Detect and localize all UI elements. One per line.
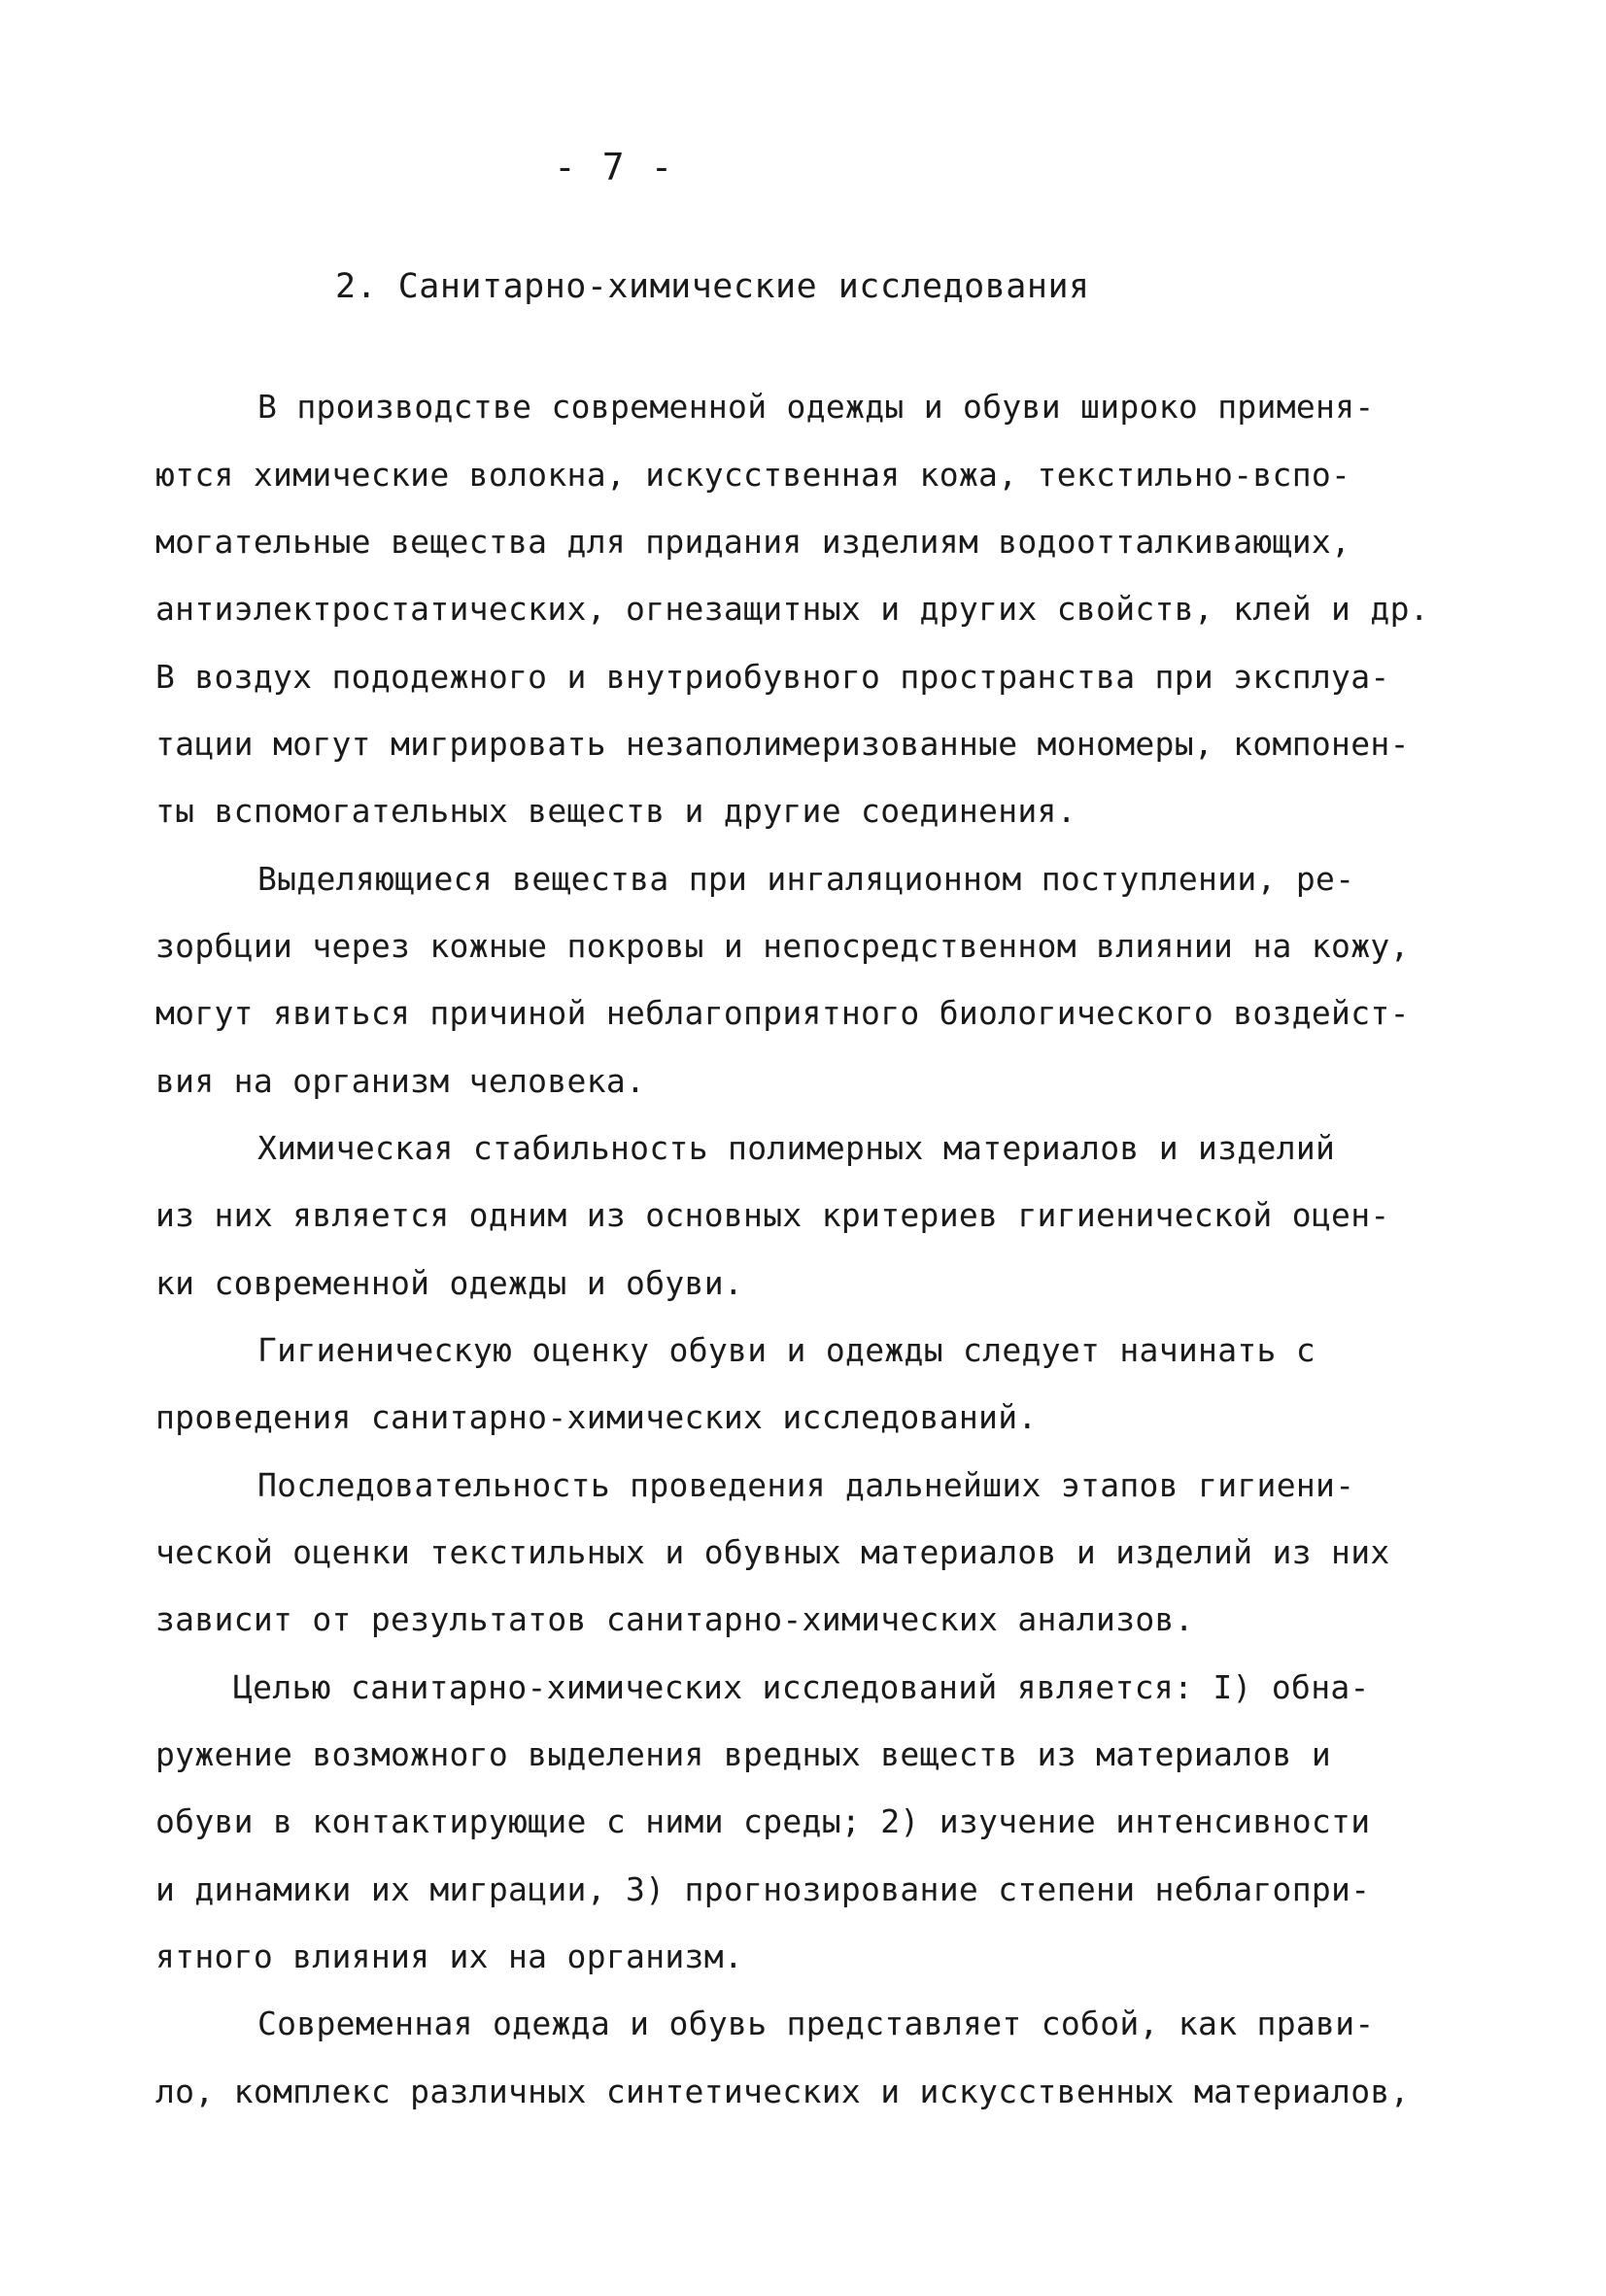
text-line: и динамики их миграции, 3) прогнозирование степени неблагопри- (155, 1870, 1371, 1908)
text-line: Химическая стабильность полимерных материалов и изделий (257, 1129, 1336, 1167)
text-line: антиэлектростатических, огнезащитных и других свойств, клей и др. (155, 590, 1429, 628)
text-line: обуви в контактирующие с ними среды; 2) изучение интенсивности (155, 1802, 1371, 1840)
text-line: ятного влияния их на организм. (155, 1937, 744, 1975)
text-line: тации могут мигрировать незаполимеризованные мономеры, компонен- (155, 725, 1410, 763)
text-line: зависит от результатов санитарно-химических анализов. (155, 1600, 1194, 1638)
text-line: Современная одежда и обувь представляет собой, как прави- (257, 2005, 1375, 2042)
text-line: ты вспомогательных веществ и другие соединения. (155, 792, 1076, 830)
page-number: - 7 - (554, 146, 675, 188)
text-line: ются химические волокна, искусственная кожа, текстильно-вспо- (155, 456, 1351, 494)
text-line: зорбции через кожные покровы и непосредственном влиянии на кожу, (155, 927, 1410, 965)
section-heading: 2. Санитарно-химические исследования (335, 267, 1090, 306)
text-line: ки современной одежды и обуви. (155, 1264, 744, 1302)
text-line: ло, комплекс различных синтетических и искусственных материалов, (155, 2073, 1410, 2110)
text-line: Последовательность проведения дальнейших этапов гигиени- (257, 1466, 1355, 1504)
text-line: Выделяющиеся вещества при ингаляционном поступлении, ре- (257, 860, 1355, 898)
text-line: проведения санитарно-химических исследований. (155, 1398, 1038, 1436)
text-line: из них является одним из основных критериев гигиенической оцен- (155, 1196, 1390, 1234)
text-line: В производстве современной одежды и обуви широко применя- (257, 388, 1375, 426)
text-line: ческой оценки текстильных и обувных материалов и изделий из них (155, 1533, 1390, 1571)
text-line: ружение возможного выделения вредных веществ из материалов и (155, 1735, 1332, 1773)
text-line: Гигиеническую оценку обуви и одежды следует начинать с (257, 1331, 1316, 1369)
text-line: В воздух пододежного и внутриобувного пространства при эксплуа- (155, 658, 1390, 696)
text-line: могут явиться причиной неблагоприятного биологического воздейст- (155, 994, 1410, 1032)
text-line: Целью санитарно-химических исследований является: I) обна- (233, 1668, 1370, 1706)
text-line: могательные вещества для придания изделиям водоотталкивающих, (155, 523, 1351, 561)
text-line: вия на организм человека. (155, 1062, 646, 1100)
